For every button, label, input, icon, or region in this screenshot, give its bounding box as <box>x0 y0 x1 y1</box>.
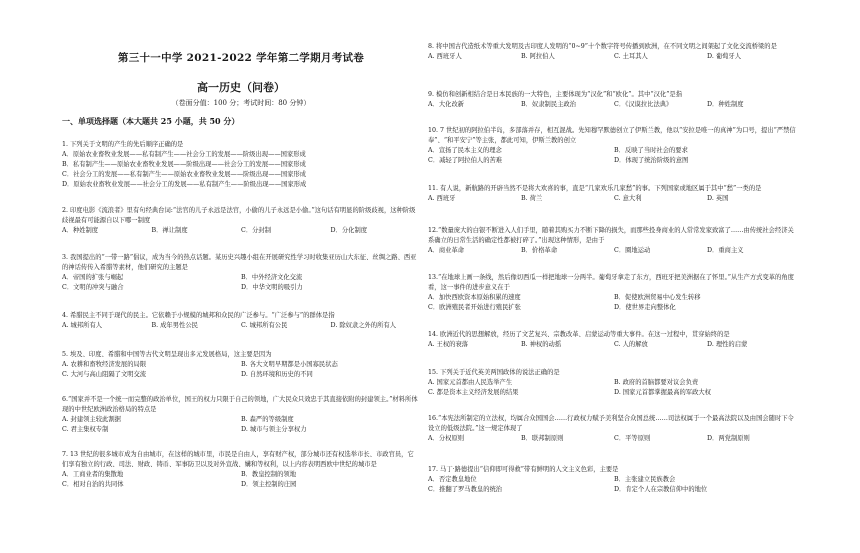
question-stem: 15. 下列关于近代英美两国政体的说法正确的是 <box>428 369 560 376</box>
option-a: A. 西班牙人 <box>428 53 462 60</box>
left-column <box>62 0 420 553</box>
option-b: B. 政府的首脑都要对议会负责 <box>614 379 699 386</box>
option-a: A. 王权的衰落 <box>428 341 469 348</box>
option-c: C．欧洲殖民者开始进行殖民扩张 <box>428 304 521 311</box>
option-d: D．使世界走向整体化 <box>614 304 676 311</box>
option-a: A．工商业者的集散地 <box>62 471 124 478</box>
option-d: D．中华文明的吸引力 <box>241 284 303 291</box>
question-stem: 2. 印度电影《流浪者》里有句经典台词:“法官的儿子永远是法官，小偷的儿子永远是小偷。”这句话有明显的阶级歧视，这种阶级歧视最有可能源自以下哪一制度 <box>62 207 416 224</box>
option-c: C．文明的冲突与融合 <box>62 284 124 291</box>
question-stem: 13.“在地球上画一条线，然后像切西瓜一样把地球一分两半。葡萄牙拿走了东方，西班牙把美洲据在了怀里。”从生产方式变革的角度看，这一事件的进步意义在于 <box>428 274 794 291</box>
option-a: A．大化改新 <box>428 101 465 108</box>
question-stem: 11. 有人说，新航路的开辟当然不是将大欢喜的事，直是“几家欢乐几家愁”的事。下列国家或地区属于其中“愁”一类的是 <box>428 185 762 192</box>
option-d: D．种姓制度 <box>707 101 744 108</box>
option-d: D. 城市与领主分享权力 <box>241 426 307 433</box>
option-a: A．商业革命 <box>428 247 465 254</box>
option-b: B．禅让制度 <box>151 227 188 234</box>
question-stem: 9. 模仿和创新相结合是日本民族的一大特色，主要体现为“汉化”和“欧化”。其中“汉化”是指 <box>428 91 683 98</box>
question-stem: 10. 7 世纪初的阿拉伯半岛，多部落并存，相互混战。先知穆罕默德创立了伊斯兰教，他以“安拉是唯一的真神”为口号，提出“严禁信奉”、“和平安宁”等主张，都此可知，伊斯兰教的创立 <box>428 127 796 144</box>
question-stem: 1. 下列关于文明的产生的先后顺序正确的是 <box>62 141 184 148</box>
question-6 <box>62 395 420 435</box>
question-4 <box>62 311 420 331</box>
option-a: A．种姓制度 <box>62 227 99 234</box>
option-b: B．反映了当时社会的要求 <box>614 147 688 154</box>
option-a: A．否定教皇地位 <box>428 476 477 483</box>
option-d: D．领主控制的庄园 <box>241 481 297 488</box>
option-b: B．价格革命 <box>521 247 558 254</box>
option-d: D．分化制度 <box>330 227 368 234</box>
question-stem: 4. 希腊民主不同于现代的民主。它依赖于小规模的城邦和众民的广泛参与。“广泛参与”的群体是指 <box>62 312 335 319</box>
option-c: C．减轻了阿拉伯人的苦难 <box>428 157 503 164</box>
option-d: D．两党制原则 <box>707 435 750 442</box>
option-b: B．主张建立民族教会 <box>614 476 676 483</box>
question-stem: 5. 埃及、印度、希腊和中国等古代文明呈现出多元发展格局，这主要是因为 <box>62 351 272 358</box>
question-13 <box>428 273 800 313</box>
option-d: D．肯定个人在宗教信仰中的地位 <box>614 486 708 493</box>
section-heading: 一、单项选择题（本大题共 25 小题，共 50 分） <box>62 116 240 126</box>
option-c: C．相对自治的共同体 <box>62 481 124 488</box>
option-d: D. 葡萄牙人 <box>707 53 742 60</box>
option-b: B. 荷兰 <box>521 195 543 202</box>
question-2 <box>62 206 420 236</box>
option-a: A. 城邦所有人 <box>62 322 103 329</box>
option-b: B．中外经济文化交流 <box>241 274 303 281</box>
question-8 <box>428 42 800 62</box>
question-stem: 17. 马丁·路德提出“信仰即可得救”带有鲜明的人文主义色彩，主要是 <box>428 466 619 473</box>
question-5 <box>62 350 420 380</box>
option-d: D. 国家元首都掌握最高的军政大权 <box>614 389 711 396</box>
question-stem: 6.“国家并不是一个统一而完整的政治单位，国王的权力只限于自己的领地，广大民众只效忠于其直接依附的封建领主。”材料所体现的中世纪欧洲政治格局的特点是 <box>62 396 418 413</box>
option-c: C．《汉谟拉比法典》 <box>614 101 673 108</box>
question-stem: 12.“数量庞大的白银不断进入人们手里，随着其购买力不断下降的损失，而那些投身商业的人常常发家致富了……由传统社会经济关系确立的日常生活的确定性都被打碎了。”出现这种情形，是由于 <box>428 227 794 244</box>
option-c: C．社会分工的发展——私有制产生——原始农业畜牧业发展——阶级出现——国家形成 <box>62 171 307 178</box>
question-11 <box>428 184 800 204</box>
question-3 <box>62 253 420 293</box>
option-c: C．平等原则 <box>614 435 651 442</box>
question-7 <box>62 450 420 490</box>
question-15 <box>428 368 800 398</box>
right-column <box>428 0 800 553</box>
option-b: B．奴隶制民主政治 <box>521 101 577 108</box>
option-a: A. 西班牙 <box>428 195 456 202</box>
option-a: A．宣扬了民本主义的理念 <box>428 147 502 154</box>
option-c: C．圈地运动 <box>614 247 651 254</box>
option-d: D．原始农业畜牧业发展——社会分工的发展——私有制产生——阶级出现——国家形成 <box>62 181 307 188</box>
option-c: C. 土耳其人 <box>614 53 648 60</box>
question-17 <box>428 465 800 495</box>
option-d: D. 自然环境和历史的不同 <box>241 371 313 378</box>
exam-meta: （卷面分值：100 分；考试时间：80 分钟） <box>171 99 311 107</box>
question-14 <box>428 330 800 350</box>
option-c: C. 城邦所有公民 <box>241 322 288 329</box>
question-stem: 8. 将中国古代造纸术等重大发明及古印度人发明的“0~9”十个数字符号传播到欧洲，在不同文明之间架起了文化交流桥梁的是 <box>428 43 777 50</box>
option-b: B．促使欧洲贸易中心发生转移 <box>614 294 701 301</box>
option-c: C. 都是资本主义经济发展的结果 <box>428 389 519 396</box>
option-a: A．帝国的扩张与崛起 <box>62 274 124 281</box>
question-9 <box>428 90 800 110</box>
option-a: A．分权原则 <box>428 435 465 442</box>
option-a: A. 封建领主较此割据 <box>62 416 121 423</box>
option-d: D．体现了统治阶级的意图 <box>614 157 689 164</box>
exam-subtitle: 高一历史（问卷） <box>197 81 285 94</box>
option-c: C．分封制 <box>241 227 272 234</box>
question-stem: 14. 欧洲近代的思想解放，经历了文艺复兴、宗教改革、启蒙运动等重大事件。在这一过程中，贯穿始终的是 <box>428 331 730 338</box>
option-a: A. 国家元首都由人民选举产生 <box>428 379 513 386</box>
option-d: D．重商主义 <box>707 247 744 254</box>
option-c: C. 君主集权专制 <box>62 426 109 433</box>
option-b: B．教皇控制的领地 <box>241 471 297 478</box>
option-c: C. 大河与高山阻隔了文明交流 <box>62 371 147 378</box>
option-b: B. 成年男性公民 <box>151 322 198 329</box>
question-stem: 7. 13 世纪的很多城市成为自由城市，在这样的城市里，市民是自由人，享有财产权，部分城市还有权选举市长、市政官员，它们享有独立的行政、司法、财政、铸币、军事防卫以及对外宣战、媾和等权利，以上内容表明西欧中世纪的城市是 <box>62 451 414 468</box>
option-c: C．推翻了罗马教皇的统治 <box>428 486 503 493</box>
option-d: D. 英国 <box>707 195 729 202</box>
question-10 <box>428 126 800 166</box>
option-b: B. 阿拉伯人 <box>521 53 555 60</box>
question-stem: 16.“本宪法所制定的立法权，均属合众国国会……行政权力赋予美利坚合众国总统……司法权属于一个最高法院以及由国会随时下令设立的低级法院。”这一规定体现了 <box>428 415 794 432</box>
option-b: B. 各大文明早期都是小国寡民状态 <box>241 361 338 368</box>
option-d: D. 除奴隶之外的所有人 <box>330 322 396 329</box>
option-b: B．私有制产生——原始农业畜牧业发展——阶级出现——社会分工的发展——国家形成 <box>62 161 306 168</box>
option-b: B．联邦制原则 <box>521 435 564 442</box>
question-1 <box>62 140 420 190</box>
option-a: A. 农耕和畜牧经济发展的局限 <box>62 361 147 368</box>
option-d: D. 理性的启蒙 <box>707 341 748 348</box>
option-a: A．加快西欧资本原始积累的速度 <box>428 294 521 301</box>
option-b: B. 森严的等级制度 <box>241 416 294 423</box>
option-b: B. 神权的动摇 <box>521 341 562 348</box>
question-16 <box>428 414 800 444</box>
exam-title: 第三十一中学 2021-2022 学年第二学期月考试卷 <box>117 52 365 64</box>
option-c: C. 人的解放 <box>614 341 648 348</box>
option-c: C. 意大利 <box>614 195 642 202</box>
option-a: A．原始农业畜牧业发展——私有制产生——社会分工的发展——阶级出现——国家形成 <box>62 151 306 158</box>
question-stem: 3. 我国提出的“一带一路”倡议，成为当今的热点话题。某历史兴趣小组在开展研究性学习时收集亚历山大东征、丝绸之路、西亚的神话传传入希腊等素材，他们研究的主题是 <box>62 254 417 271</box>
question-12 <box>428 226 800 256</box>
